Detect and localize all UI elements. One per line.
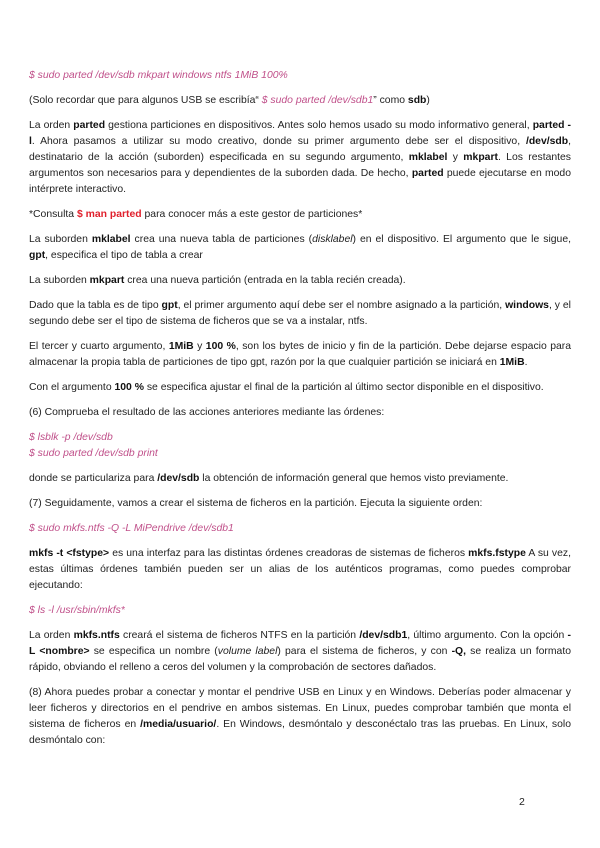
paragraph-usb-note: (Solo recordar que para algunos USB se escribía“ $ sudo parted /dev/sdb1” como sdb) (29, 95, 430, 106)
command-mkpart (29, 68, 571, 84)
command-mkfs: $ sudo mkfs.ntfs -Q -L MiPendrive /dev/sdb1 (29, 523, 234, 534)
paragraph-mkfs-ntfs: La orden mkfs.ntfs creará el sistema de ficheros NTFS en la partición /dev/sdb1, último argumento. Con la opción -L <nombre> se especifica un nombre (volume label) para el sistema de ficheros, y con -Q, se realiza un formato rápido, obviando el relleno a ceros del volumen y la comprobación de sectores dañados. (29, 630, 571, 673)
man-command: $ man parted (76, 209, 142, 220)
paragraph-step-8: (8) Ahora puedes probar a conectar y montar el pendrive USB en Linux y en Windows. Deberías poder almacenar y leer ficheros y directorios en el pendrive en ambos sistemas. En Linux, puedes comprobar también que monta el sistema de ficheros en /media/usuario/. En Windows, desmóntalo y desconéctalo tras las pruebas. En Linux, solo desmóntalo con: (29, 687, 571, 746)
paragraph-mkpart: La suborden mkpart crea una nueva partición (entrada en la tabla recién creada). (29, 275, 406, 286)
command-ls-mkfs: $ ls -l /usr/sbin/mkfs* (29, 605, 125, 616)
paragraph-100-percent: Con el argumento 100 % se especifica ajustar el final de la partición al último sector disponible en el dispositivo. (29, 382, 544, 393)
command-lsblk: $ lsblk -p /dev/sdb (29, 432, 113, 443)
paragraph-args: El tercer y cuarto argumento, 1MiB y 100 %, son los bytes de inicio y fin de la partición. Debe dejarse espacio para almacenar la propia tabla de particiones de tipo gpt, razón por la que cualquier partición se iniciará en 1MiB. (29, 341, 571, 368)
paragraph-parted: La orden parted gestiona particiones en dispositivos. Antes solo hemos usado su modo informativo general, parted -l. Ahora pasamos a utilizar su modo creativo, donde su primer argumento debe ser el dispositivo, /dev/sdb, destinatario de la acción (suborden) especificada en su segundo argumento, mklabel y mkpart. Los restantes argumentos son necesarios para y dependientes de la suborden dada. De hecho, parted puede ejecutarse en modo intérprete interactivo. (29, 120, 571, 195)
paragraph-step-6: (6) Comprueba el resultado de las acciones anteriores mediante las órdenes: (29, 407, 385, 418)
paragraph-mkfs-interface: mkfs -t <fstype> es una interfaz para las distintas órdenes creadoras de sistemas de ficheros mkfs.fstype A su vez, estas últimas órdenes también pueden ser un alias de los auténticos programas, como puedes comprobar ejecutando: (29, 548, 571, 591)
command-parted-print: $ sudo parted /dev/sdb print (29, 448, 158, 459)
paragraph-step-7: (7) Seguidamente, vamos a crear el sistema de ficheros en la partición. Ejecuta la siguiente orden: (29, 498, 483, 509)
paragraph-particularize: donde se particulariza para /dev/sdb la obtención de información general que hemos visto previamente. (29, 473, 509, 484)
paragraph-consult-man: *Consulta $ man parted para conocer más a este gestor de particiones* (29, 209, 363, 220)
paragraph-mklabel: La suborden mklabel crea una nueva tabla de particiones (disklabel) en el dispositivo. El argumento que le sigue, gpt, especifica el tipo de tabla a crear (29, 234, 571, 261)
page-number: 2 (519, 796, 525, 808)
command-block-check (29, 430, 571, 462)
document-page (29, 68, 571, 758)
paragraph-gpt: Dado que la tabla es de tipo gpt, el primer argumento aquí debe ser el nombre asignado a la partición, windows, y el segundo debe ser el tipo de sistema de ficheros que se va a instalar, ntfs. (29, 300, 571, 327)
command-text: $ sudo parted /dev/sdb mkpart windows ntfs 1MiB 100% (29, 70, 288, 81)
